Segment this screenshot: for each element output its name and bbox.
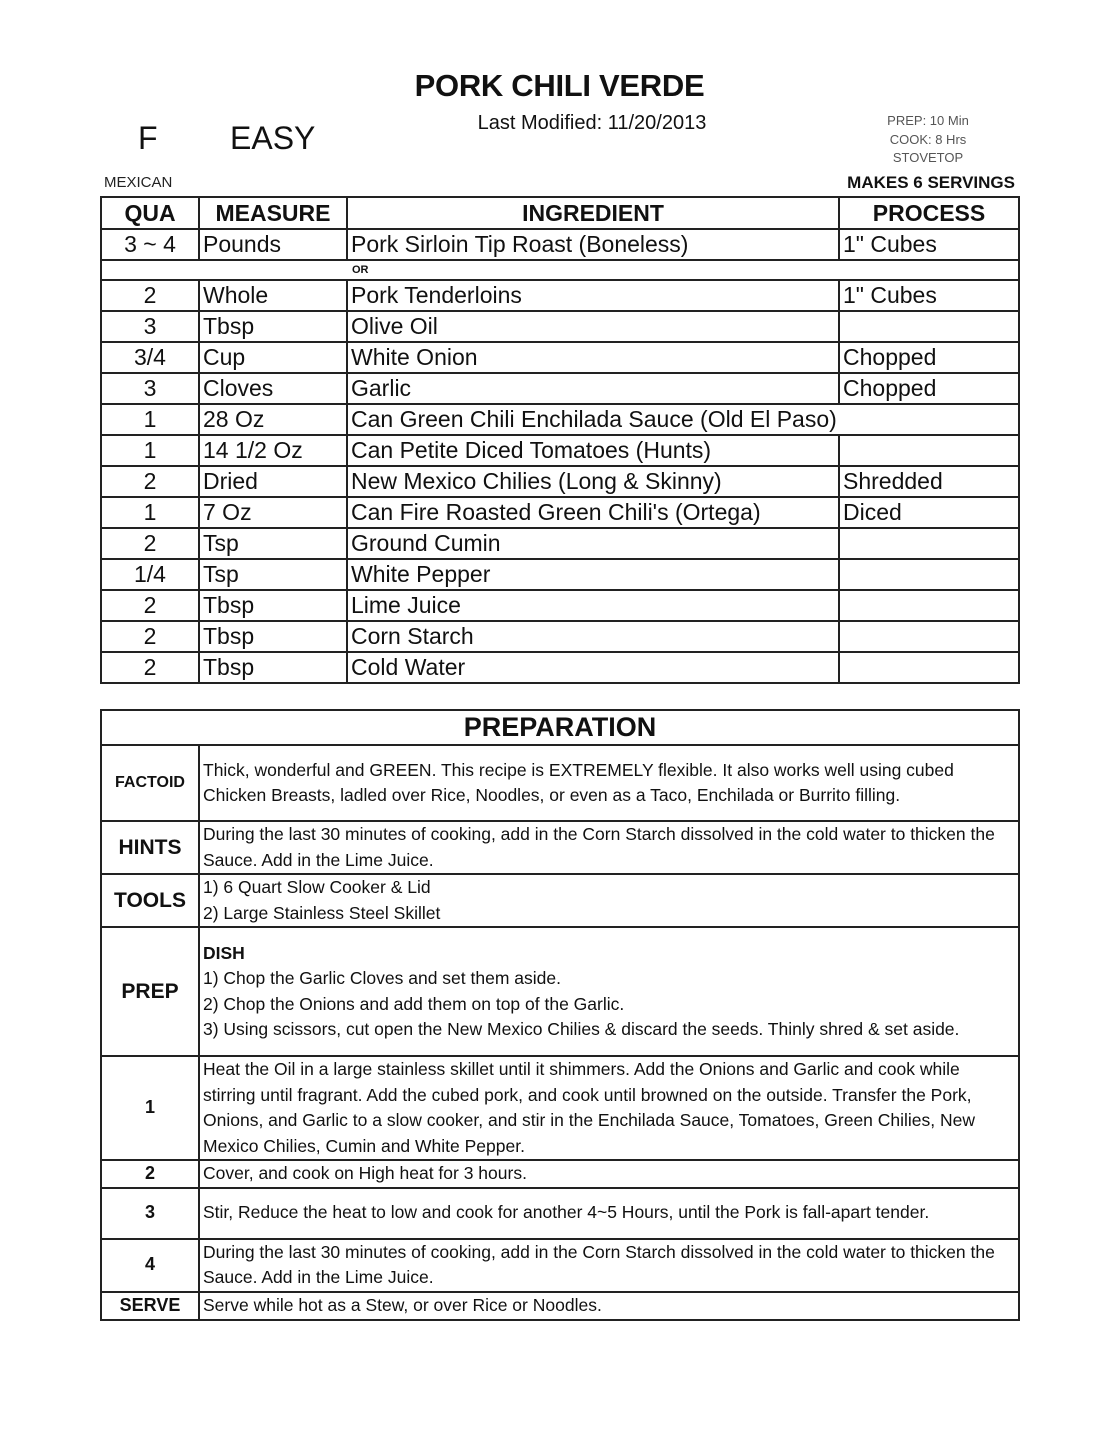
factoid-text: Thick, wonderful and GREEN. This recipe is EXTREMELY flexible. It also works well using cubed Chicken Breasts, ladled over Rice, Noodles, or even as a Taco, Enchilada or Burrito filling. (199, 745, 1019, 821)
ingredient-row (101, 342, 1019, 373)
or-label: OR (101, 260, 1019, 280)
ingredient-name: Cold Water (347, 652, 839, 683)
ingredient-measure: Pounds (199, 229, 347, 260)
ingredient-qty: 3/4 (101, 342, 199, 373)
ingredient-qty: 1/4 (101, 559, 199, 590)
ingredient-qty: 2 (101, 528, 199, 559)
ingredient-row (101, 311, 1019, 342)
ingredient-process (839, 528, 1019, 559)
ingredient-qty: 2 (101, 590, 199, 621)
ingredients-header-row (101, 197, 1019, 229)
ingredient-measure: Tbsp (199, 652, 347, 683)
ingredient-measure: Cloves (199, 373, 347, 404)
ingredient-process: Shredded (839, 466, 1019, 497)
ingredient-measure: 28 Oz (199, 404, 347, 435)
ingredient-row (101, 229, 1019, 260)
serve-row (101, 1292, 1019, 1320)
step-number: 1 (101, 1056, 199, 1160)
ingredient-name: Can Green Chili Enchilada Sauce (Old El Paso) (347, 404, 1019, 435)
tools-label: TOOLS (101, 874, 199, 927)
ingredient-process (839, 621, 1019, 652)
favorite-flag: F (138, 120, 158, 156)
factoid-row (101, 745, 1019, 821)
column-header-qty: QUA (101, 197, 199, 229)
ingredient-qty: 1 (101, 497, 199, 528)
ingredient-row (101, 621, 1019, 652)
ingredient-name: White Onion (347, 342, 839, 373)
ingredient-name: New Mexico Chilies (Long & Skinny) (347, 466, 839, 497)
last-modified: Last Modified: 11/20/2013 (477, 112, 707, 134)
step-number: 2 (101, 1160, 199, 1188)
step-text: Heat the Oil in a large stainless skillet until it shimmers. Add the Onions and Garlic and cook while stirring until fragrant. Add the cubed pork, and cook until browned on the outside. Transfer the Pork, Onions, and Garlic to a slow cooker, and stir in the Enchilada Sauce, Tomatoes, Green Chilies, New Mexico Chilies, Cumin and White Pepper. (199, 1056, 1019, 1160)
prep-list (199, 927, 1019, 1056)
ingredient-qty: 2 (101, 280, 199, 311)
ingredient-qty: 2 (101, 621, 199, 652)
ingredient-row (101, 590, 1019, 621)
step-row (101, 1056, 1019, 1160)
ingredient-process (839, 559, 1019, 590)
ingredient-measure: Dried (199, 466, 347, 497)
preparation-heading-row (101, 710, 1019, 745)
ingredient-name: Ground Cumin (347, 528, 839, 559)
serve-text: Serve while hot as a Stew, or over Rice or Noodles. (199, 1292, 1019, 1320)
step-row (101, 1239, 1019, 1292)
ingredient-row (101, 404, 1019, 435)
ingredient-row (101, 373, 1019, 404)
step-number: 4 (101, 1239, 199, 1292)
ingredient-process (839, 311, 1019, 342)
hints-row (101, 821, 1019, 874)
ingredient-row (101, 435, 1019, 466)
step-row (101, 1160, 1019, 1188)
servings-label: MAKES 6 SERVINGS (847, 173, 1015, 192)
ingredient-measure: Tsp (199, 528, 347, 559)
cook-method: STOVETOP (892, 150, 964, 165)
cook-time: COOK: 8 Hrs (889, 131, 967, 147)
ingredient-qty: 1 (101, 404, 199, 435)
step-text: Stir, Reduce the heat to low and cook for another 4~5 Hours, until the Pork is fall-apart tender. (199, 1188, 1019, 1239)
step-number: 3 (101, 1188, 199, 1239)
ingredient-measure: Tbsp (199, 621, 347, 652)
ingredient-row (101, 280, 1019, 311)
prep-row (101, 927, 1019, 1056)
preparation-table (100, 709, 1020, 1321)
ingredient-measure: Cup (199, 342, 347, 373)
ingredient-name: White Pepper (347, 559, 839, 590)
ingredient-name: Garlic (347, 373, 839, 404)
tool-item: 1) 6 Quart Slow Cooker & Lid (203, 877, 431, 897)
prep-item: 2) Chop the Onions and add them on top of the Garlic. (203, 993, 625, 1014)
column-header-ingredient: INGREDIENT (347, 197, 839, 229)
ingredient-measure: 7 Oz (199, 497, 347, 528)
cuisine-label: MEXICAN (104, 174, 173, 191)
ingredient-name: Corn Starch (347, 621, 839, 652)
ingredient-name: Pork Tenderloins (347, 280, 839, 311)
ingredient-name: Pork Sirloin Tip Roast (Boneless) (347, 229, 839, 260)
tools-row (101, 874, 1019, 927)
ingredient-qty: 2 (101, 652, 199, 683)
step-text: During the last 30 minutes of cooking, add in the Corn Starch dissolved in the cold water to thicken the Sauce. Add in the Lime Juice. (199, 1239, 1019, 1292)
prep-item: 1) Chop the Garlic Cloves and set them aside. (203, 968, 561, 988)
ingredient-process: Chopped (839, 342, 1019, 373)
ingredient-qty: 3 (101, 373, 199, 404)
ingredient-process: 1" Cubes (839, 280, 1019, 311)
ingredient-measure: Tbsp (199, 311, 347, 342)
ingredient-name: Olive Oil (347, 311, 839, 342)
prep-subheading: DISH (203, 942, 245, 963)
ingredient-process (839, 652, 1019, 683)
ingredient-name: Can Fire Roasted Green Chili's (Ortega) (347, 497, 839, 528)
column-header-process: PROCESS (839, 197, 1019, 229)
factoid-label: FACTOID (101, 745, 199, 821)
ingredients-table (100, 196, 1020, 684)
time-info (858, 112, 998, 168)
column-header-measure: MEASURE (199, 197, 347, 229)
prep-item: 3) Using scissors, cut open the New Mexico Chilies & discard the seeds. Thinly shred & set aside. (203, 1019, 960, 1039)
hints-text: During the last 30 minutes of cooking, add in the Corn Starch dissolved in the cold water to thicken the Sauce. Add in the Lime Juice. (199, 821, 1019, 874)
ingredient-qty: 2 (101, 466, 199, 497)
ingredient-measure: 14 1/2 Oz (199, 435, 347, 466)
ingredient-process (839, 590, 1019, 621)
ingredient-qty: 1 (101, 435, 199, 466)
ingredient-process (839, 435, 1019, 466)
ingredient-row (101, 466, 1019, 497)
prep-time: PREP: 10 Min (887, 113, 969, 128)
ingredient-measure: Tbsp (199, 590, 347, 621)
preparation-heading: PREPARATION (101, 710, 1019, 745)
ingredient-name: Can Petite Diced Tomatoes (Hunts) (347, 435, 839, 466)
ingredient-process: 1" Cubes (839, 229, 1019, 260)
ingredient-row (101, 528, 1019, 559)
ingredient-qty: 3 (101, 311, 199, 342)
ingredient-name: Lime Juice (347, 590, 839, 621)
tool-item: 2) Large Stainless Steel Skillet (203, 902, 441, 923)
ingredient-qty: 3 ~ 4 (101, 229, 199, 260)
ingredient-row (101, 559, 1019, 590)
prep-label: PREP (101, 927, 199, 1056)
step-row (101, 1188, 1019, 1239)
ingredient-row (101, 497, 1019, 528)
ingredient-measure: Tsp (199, 559, 347, 590)
tools-list (199, 874, 1019, 927)
ingredient-measure: Whole (199, 280, 347, 311)
or-separator-row (101, 260, 1019, 280)
ingredient-row (101, 652, 1019, 683)
ingredient-process: Chopped (839, 373, 1019, 404)
ingredient-process: Diced (839, 497, 1019, 528)
hints-label: HINTS (101, 821, 199, 874)
step-text: Cover, and cook on High heat for 3 hours. (199, 1160, 1019, 1188)
serve-label: SERVE (101, 1292, 199, 1320)
difficulty-label: EASY (230, 120, 316, 156)
recipe-title: PORK CHILI VERDE (414, 68, 705, 103)
